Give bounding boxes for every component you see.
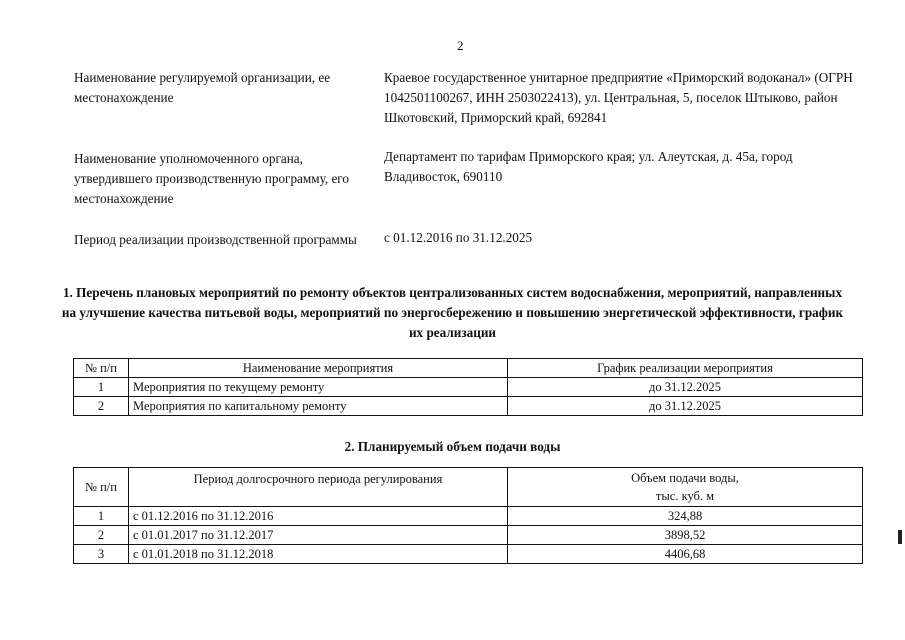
supply-volume: 4406,68 xyxy=(508,545,863,564)
activity-schedule: до 31.12.2025 xyxy=(508,397,863,416)
section1-title: 1. Перечень плановых мероприятий по ремонту объектов централизованных систем водоснабжения, мероприятий, направленных на улучшение качества питьевой воды, мероприятий по энергосбережению и повышению энергетической эффективности, график их реализации xyxy=(61,285,844,340)
col-period-header: Период долгосрочного периода регулирования xyxy=(129,468,508,507)
col-activity-header: Наименование мероприятия xyxy=(129,359,508,378)
authority-label: Наименование уполномоченного органа, утвердившего производственную программу, его местонахождение xyxy=(74,151,349,206)
org-value: Краевое государственное унитарное предприятие «Приморский водоканал» (ОГРН 1042501100267, ИНН 2503022413), ул. Центральная, 5, поселок Штыково, район Шкотовский, Приморский край, 692841 xyxy=(384,70,853,125)
activity-schedule: до 31.12.2025 xyxy=(508,378,863,397)
authority-value: Департамент по тарифам Приморского края; ул. Алеутская, д. 45а, город Владивосток, 690110 xyxy=(384,149,793,184)
regulation-period: с 01.01.2018 по 31.12.2018 xyxy=(129,545,508,564)
col-number-header: № п/п xyxy=(74,359,129,378)
table-row xyxy=(74,545,863,564)
col-volume-header-line2: тыс. куб. м xyxy=(655,489,715,503)
col-schedule-header: График реализации мероприятия xyxy=(508,359,863,378)
table-row xyxy=(74,378,863,397)
row-number: 2 xyxy=(74,526,129,545)
row-number: 1 xyxy=(74,507,129,526)
period-label: Период реализации производственной программы xyxy=(74,232,357,247)
table-row xyxy=(74,507,863,526)
activity-name: Мероприятия по текущему ремонту xyxy=(129,378,508,397)
org-label: Наименование регулируемой организации, ее местонахождение xyxy=(74,70,331,105)
activities-table xyxy=(73,358,863,416)
table-row xyxy=(74,526,863,545)
period-value: с 01.12.2016 по 31.12.2025 xyxy=(384,230,533,245)
regulation-period: с 01.01.2017 по 31.12.2017 xyxy=(129,526,508,545)
row-number: 1 xyxy=(74,378,129,397)
col-number-header: № п/п xyxy=(74,468,129,507)
section2-title: 2. Планируемый объем подачи воды xyxy=(344,439,561,454)
row-number: 3 xyxy=(74,545,129,564)
supply-volume: 324,88 xyxy=(508,507,863,526)
supply-volume: 3898,52 xyxy=(508,526,863,545)
scan-margin-mark xyxy=(898,530,902,544)
col-volume-header xyxy=(508,468,863,507)
regulation-period: с 01.12.2016 по 31.12.2016 xyxy=(129,507,508,526)
activity-name: Мероприятия по капитальному ремонту xyxy=(129,397,508,416)
table-header-row xyxy=(74,359,863,378)
row-number: 2 xyxy=(74,397,129,416)
water-supply-table xyxy=(73,467,863,564)
col-volume-header-line1: Объем подачи воды, xyxy=(631,471,739,485)
page-number: 2 xyxy=(457,38,464,53)
table-row xyxy=(74,397,863,416)
table-header-row xyxy=(74,468,863,507)
